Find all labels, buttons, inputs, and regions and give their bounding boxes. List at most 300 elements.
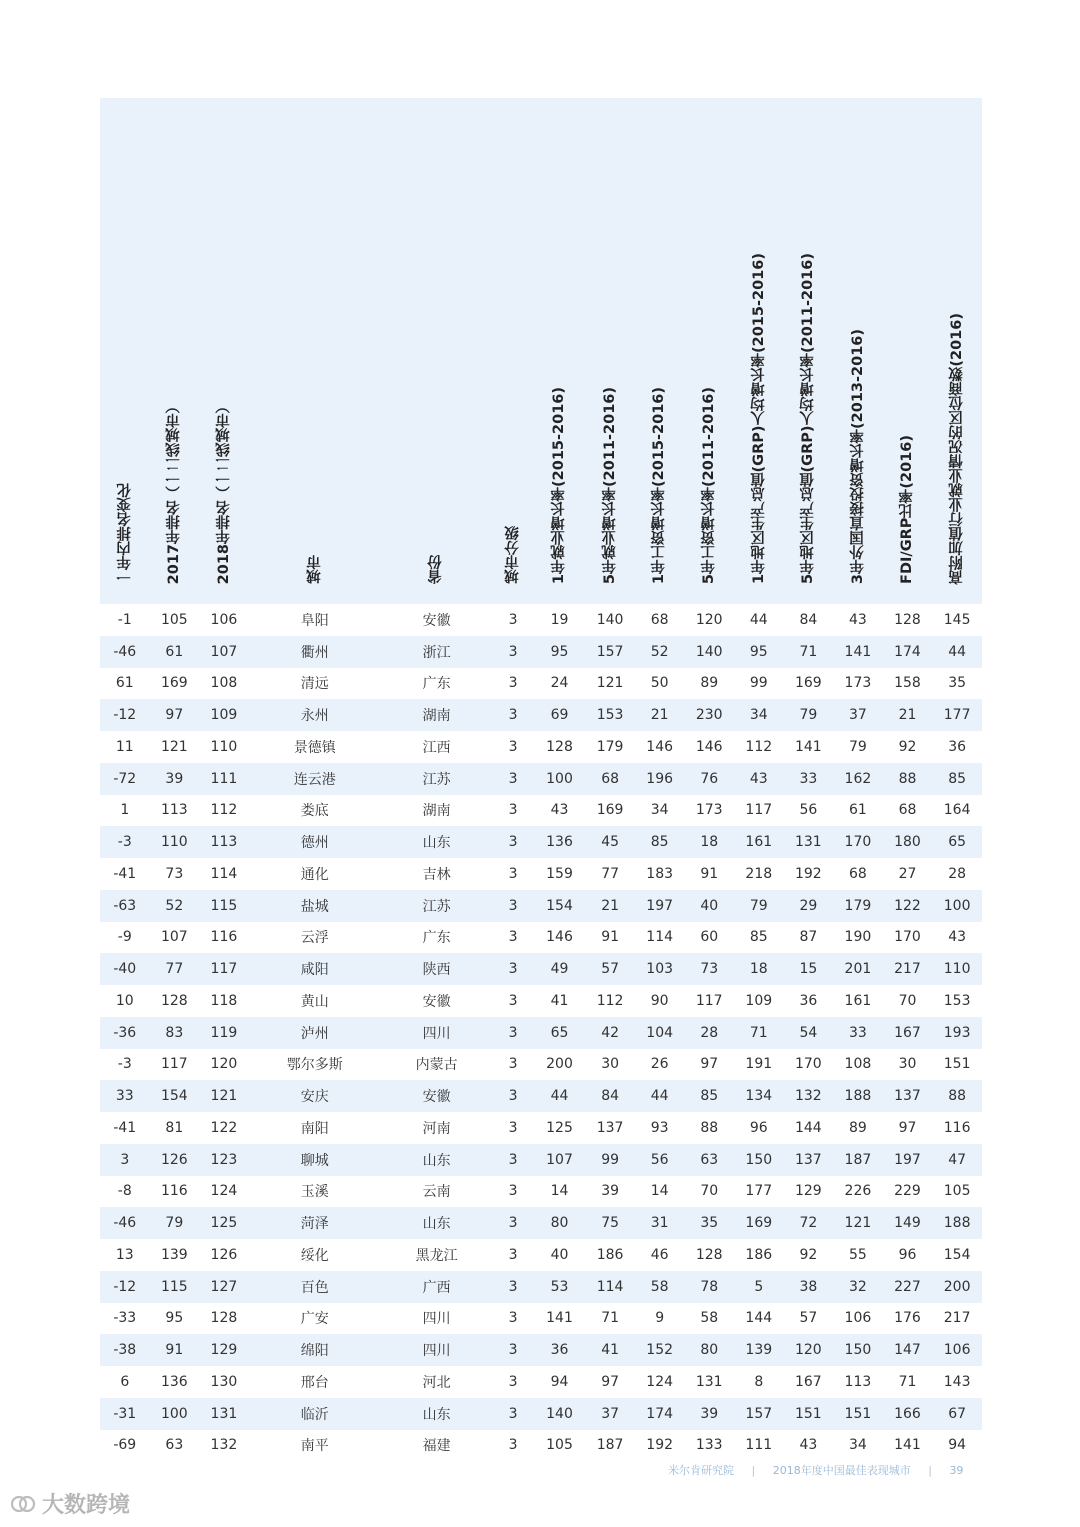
table-cell: 湖南 bbox=[381, 699, 493, 731]
table-cell: 117 bbox=[734, 795, 784, 827]
table-cell: 80 bbox=[534, 1207, 586, 1239]
table-cell: 90 bbox=[635, 985, 685, 1017]
table-cell: 117 bbox=[684, 985, 734, 1017]
table-cell: 96 bbox=[734, 1112, 784, 1144]
table-cell: 149 bbox=[883, 1207, 933, 1239]
table-cell: 68 bbox=[833, 858, 883, 890]
table-cell: 永州 bbox=[249, 699, 381, 731]
table-cell: 99 bbox=[734, 668, 784, 700]
table-cell: 18 bbox=[734, 953, 784, 985]
table-cell: 3 bbox=[492, 890, 533, 922]
column-header-label: 5年就业增长率(2011-2016) bbox=[601, 386, 618, 584]
table-cell: 1 bbox=[100, 795, 150, 827]
table-cell: 3 bbox=[492, 1049, 533, 1081]
table-cell: 157 bbox=[734, 1398, 784, 1430]
table-row bbox=[100, 699, 982, 731]
table-cell: 192 bbox=[635, 1430, 685, 1462]
table-cell: 114 bbox=[585, 1271, 635, 1303]
table-cell: 87 bbox=[784, 922, 834, 954]
table-cell: 85 bbox=[932, 763, 982, 795]
table-cell: 安徽 bbox=[381, 1080, 493, 1112]
table-row bbox=[100, 985, 982, 1017]
table-row bbox=[100, 1334, 982, 1366]
table-cell: 120 bbox=[784, 1334, 834, 1366]
table-cell: 174 bbox=[635, 1398, 685, 1430]
table-cell: 47 bbox=[932, 1144, 982, 1176]
table-row bbox=[100, 1176, 982, 1208]
table-cell: 128 bbox=[150, 985, 200, 1017]
table-cell: 四川 bbox=[381, 1334, 493, 1366]
table-cell: 山东 bbox=[381, 1144, 493, 1176]
table-cell: 83 bbox=[150, 1017, 200, 1049]
table-cell: 73 bbox=[150, 858, 200, 890]
table-cell: 125 bbox=[534, 1112, 586, 1144]
table-cell: 146 bbox=[684, 731, 734, 763]
table-cell: 151 bbox=[833, 1398, 883, 1430]
table-cell: 106 bbox=[833, 1303, 883, 1335]
table-cell: 44 bbox=[932, 636, 982, 668]
column-header-label: 省份 bbox=[428, 555, 445, 584]
table-cell: 92 bbox=[883, 731, 933, 763]
table-cell: 186 bbox=[734, 1239, 784, 1271]
table-cell: 197 bbox=[635, 890, 685, 922]
table-cell: 129 bbox=[784, 1176, 834, 1208]
table-cell: 84 bbox=[784, 604, 834, 636]
table-cell: 37 bbox=[585, 1398, 635, 1430]
column-header bbox=[734, 98, 784, 604]
column-header-label: 一年内排名变化 bbox=[116, 482, 133, 584]
table-cell: 内蒙古 bbox=[381, 1049, 493, 1081]
table-cell: 95 bbox=[734, 636, 784, 668]
table-cell: 54 bbox=[784, 1017, 834, 1049]
table-cell: 78 bbox=[684, 1271, 734, 1303]
table-cell: 141 bbox=[534, 1303, 586, 1335]
table-row bbox=[100, 1430, 982, 1462]
table-cell: 35 bbox=[932, 668, 982, 700]
table-cell: 黄山 bbox=[249, 985, 381, 1017]
table-cell: 绥化 bbox=[249, 1239, 381, 1271]
table-cell: 67 bbox=[932, 1398, 982, 1430]
table-cell: 27 bbox=[883, 858, 933, 890]
table-cell: 137 bbox=[585, 1112, 635, 1144]
table-cell: 61 bbox=[100, 668, 150, 700]
table-row bbox=[100, 1049, 982, 1081]
table-row bbox=[100, 1366, 982, 1398]
table-row bbox=[100, 953, 982, 985]
table-cell: 95 bbox=[150, 1303, 200, 1335]
footer-org: 米尔肯研究院 bbox=[668, 1464, 734, 1477]
table-cell: 150 bbox=[734, 1144, 784, 1176]
table-cell: 126 bbox=[150, 1144, 200, 1176]
table-cell: 38 bbox=[784, 1271, 834, 1303]
table-cell: 144 bbox=[734, 1303, 784, 1335]
table-cell: 77 bbox=[150, 953, 200, 985]
table-cell: 71 bbox=[585, 1303, 635, 1335]
table-cell: 153 bbox=[932, 985, 982, 1017]
table-cell: 169 bbox=[150, 668, 200, 700]
table-cell: 128 bbox=[883, 604, 933, 636]
column-header bbox=[833, 98, 883, 604]
table-cell: 183 bbox=[635, 858, 685, 890]
table-cell: 3 bbox=[492, 699, 533, 731]
table-row bbox=[100, 1207, 982, 1239]
table-cell: 115 bbox=[150, 1271, 200, 1303]
table-cell: 139 bbox=[734, 1334, 784, 1366]
footer-title: 2018年度中国最佳表现城市 bbox=[772, 1464, 911, 1477]
table-cell: 33 bbox=[100, 1080, 150, 1112]
table-cell: 江苏 bbox=[381, 890, 493, 922]
table-cell: 152 bbox=[635, 1334, 685, 1366]
table-row bbox=[100, 1239, 982, 1271]
table-cell: 154 bbox=[534, 890, 586, 922]
table-cell: 150 bbox=[833, 1334, 883, 1366]
table-cell: 52 bbox=[150, 890, 200, 922]
table-cell: 146 bbox=[635, 731, 685, 763]
table-cell: 3 bbox=[492, 1430, 533, 1462]
table-cell: 124 bbox=[199, 1176, 249, 1208]
table-cell: 161 bbox=[833, 985, 883, 1017]
table-cell: 164 bbox=[932, 795, 982, 827]
table-cell: 福建 bbox=[381, 1430, 493, 1462]
table-cell: 121 bbox=[150, 731, 200, 763]
table-cell: 114 bbox=[635, 922, 685, 954]
table-cell: 217 bbox=[883, 953, 933, 985]
table-cell: 39 bbox=[150, 763, 200, 795]
table-row bbox=[100, 1303, 982, 1335]
table-row bbox=[100, 1144, 982, 1176]
table-cell: 226 bbox=[833, 1176, 883, 1208]
table-cell: 100 bbox=[932, 890, 982, 922]
table-cell: 89 bbox=[684, 668, 734, 700]
table-cell: 咸阳 bbox=[249, 953, 381, 985]
table-cell: 70 bbox=[883, 985, 933, 1017]
table-cell: 131 bbox=[684, 1366, 734, 1398]
table-cell: 百色 bbox=[249, 1271, 381, 1303]
table-cell: 11 bbox=[100, 731, 150, 763]
table-cell: 3 bbox=[492, 922, 533, 954]
table-cell: 南阳 bbox=[249, 1112, 381, 1144]
table-cell: 97 bbox=[150, 699, 200, 731]
table-cell: 173 bbox=[684, 795, 734, 827]
table-cell: 217 bbox=[932, 1303, 982, 1335]
footer-separator: | bbox=[751, 1464, 756, 1477]
table-cell: 云浮 bbox=[249, 922, 381, 954]
table-cell: 121 bbox=[199, 1080, 249, 1112]
table-cell: 79 bbox=[734, 890, 784, 922]
table-cell: 菏泽 bbox=[249, 1207, 381, 1239]
table-cell: 65 bbox=[534, 1017, 586, 1049]
table-cell: 85 bbox=[684, 1080, 734, 1112]
table-cell: 123 bbox=[199, 1144, 249, 1176]
watermark-text: 大数跨境 bbox=[42, 1493, 131, 1518]
table-cell: 121 bbox=[585, 668, 635, 700]
table-cell: 3 bbox=[492, 795, 533, 827]
table-cell: -41 bbox=[100, 858, 150, 890]
table-cell: 116 bbox=[150, 1176, 200, 1208]
table-cell: -3 bbox=[100, 826, 150, 858]
table-cell: 3 bbox=[492, 1207, 533, 1239]
table-row bbox=[100, 763, 982, 795]
table-cell: 122 bbox=[883, 890, 933, 922]
table-cell: 97 bbox=[585, 1366, 635, 1398]
table-cell: 56 bbox=[784, 795, 834, 827]
watermark-logo-icon bbox=[10, 1491, 36, 1517]
table-header bbox=[100, 98, 982, 604]
table-row bbox=[100, 858, 982, 890]
column-header bbox=[199, 98, 249, 604]
table-cell: 103 bbox=[635, 953, 685, 985]
table-cell: 3 bbox=[492, 1398, 533, 1430]
table-cell: 132 bbox=[784, 1080, 834, 1112]
table-cell: 97 bbox=[883, 1112, 933, 1144]
table-cell: 105 bbox=[534, 1430, 586, 1462]
table-cell: 65 bbox=[932, 826, 982, 858]
table-cell: 141 bbox=[833, 636, 883, 668]
table-cell: 71 bbox=[784, 636, 834, 668]
column-header-label: 城市分级 bbox=[504, 526, 521, 584]
table-cell: 江西 bbox=[381, 731, 493, 763]
table-cell: 116 bbox=[199, 922, 249, 954]
table-cell: 50 bbox=[635, 668, 685, 700]
table-cell: 136 bbox=[534, 826, 586, 858]
table-cell: 88 bbox=[684, 1112, 734, 1144]
table-cell: 29 bbox=[784, 890, 834, 922]
table-cell: 广东 bbox=[381, 922, 493, 954]
table-cell: 170 bbox=[833, 826, 883, 858]
table-cell: 191 bbox=[734, 1049, 784, 1081]
column-header-label: 1年就业增长率(2015-2016) bbox=[551, 386, 568, 584]
table-cell: -63 bbox=[100, 890, 150, 922]
table-cell: 39 bbox=[585, 1176, 635, 1208]
table-cell: 179 bbox=[833, 890, 883, 922]
table-cell: 81 bbox=[150, 1112, 200, 1144]
table-cell: -12 bbox=[100, 699, 150, 731]
table-cell: 159 bbox=[534, 858, 586, 890]
table-cell: 107 bbox=[534, 1144, 586, 1176]
table-cell: 清远 bbox=[249, 668, 381, 700]
table-cell: 100 bbox=[150, 1398, 200, 1430]
table-cell: 80 bbox=[684, 1334, 734, 1366]
column-header bbox=[635, 98, 685, 604]
table-cell: 55 bbox=[833, 1239, 883, 1271]
table-cell: 186 bbox=[585, 1239, 635, 1271]
table-cell: 174 bbox=[883, 636, 933, 668]
table-cell: 173 bbox=[833, 668, 883, 700]
table-cell: 43 bbox=[534, 795, 586, 827]
table-cell: 玉溪 bbox=[249, 1176, 381, 1208]
table-cell: 61 bbox=[150, 636, 200, 668]
table-cell: 96 bbox=[883, 1239, 933, 1271]
table-cell: 167 bbox=[784, 1366, 834, 1398]
table-cell: 143 bbox=[932, 1366, 982, 1398]
table-cell: 3 bbox=[492, 1303, 533, 1335]
table-cell: -3 bbox=[100, 1049, 150, 1081]
table-cell: 134 bbox=[734, 1080, 784, 1112]
column-header-label: 城市 bbox=[306, 555, 323, 584]
table-cell: 122 bbox=[199, 1112, 249, 1144]
table-cell: 湖南 bbox=[381, 795, 493, 827]
table-cell: -31 bbox=[100, 1398, 150, 1430]
table-row bbox=[100, 922, 982, 954]
table-cell: 71 bbox=[734, 1017, 784, 1049]
table-cell: 41 bbox=[585, 1334, 635, 1366]
table-cell: 3 bbox=[492, 858, 533, 890]
table-cell: 114 bbox=[199, 858, 249, 890]
table-cell: 110 bbox=[932, 953, 982, 985]
table-cell: 3 bbox=[492, 604, 533, 636]
column-header bbox=[249, 98, 381, 604]
table-cell: -46 bbox=[100, 636, 150, 668]
table-cell: 179 bbox=[585, 731, 635, 763]
table-cell: 3 bbox=[492, 731, 533, 763]
table-row bbox=[100, 1271, 982, 1303]
table-cell: 6 bbox=[100, 1366, 150, 1398]
table-cell: 230 bbox=[684, 699, 734, 731]
column-header bbox=[585, 98, 635, 604]
table-cell: 阜阳 bbox=[249, 604, 381, 636]
table-cell: 128 bbox=[684, 1239, 734, 1271]
table-cell: 3 bbox=[492, 953, 533, 985]
table-cell: 31 bbox=[635, 1207, 685, 1239]
table-cell: 88 bbox=[932, 1080, 982, 1112]
table-cell: 125 bbox=[199, 1207, 249, 1239]
table-cell: 169 bbox=[734, 1207, 784, 1239]
table-cell: 58 bbox=[684, 1303, 734, 1335]
table-cell: 3 bbox=[492, 1112, 533, 1144]
table-cell: 绵阳 bbox=[249, 1334, 381, 1366]
table-cell: 197 bbox=[883, 1144, 933, 1176]
table-cell: 139 bbox=[150, 1239, 200, 1271]
table-cell: 69 bbox=[534, 699, 586, 731]
table-cell: 196 bbox=[635, 763, 685, 795]
table-cell: 128 bbox=[534, 731, 586, 763]
table-cell: 33 bbox=[784, 763, 834, 795]
table-cell: -9 bbox=[100, 922, 150, 954]
table-cell: 63 bbox=[150, 1430, 200, 1462]
table-cell: 云南 bbox=[381, 1176, 493, 1208]
table-cell: 105 bbox=[150, 604, 200, 636]
column-header-label: 5年工资增长率(2011-2016) bbox=[700, 386, 717, 584]
table-cell: 14 bbox=[534, 1176, 586, 1208]
table-cell: 临沂 bbox=[249, 1398, 381, 1430]
table-cell: 45 bbox=[585, 826, 635, 858]
table-cell: 陕西 bbox=[381, 953, 493, 985]
city-ranking-table-container bbox=[100, 98, 982, 1461]
table-cell: 93 bbox=[635, 1112, 685, 1144]
table-cell: 3 bbox=[492, 1366, 533, 1398]
watermark bbox=[10, 1488, 130, 1519]
table-cell: 110 bbox=[199, 731, 249, 763]
table-cell: 132 bbox=[199, 1430, 249, 1462]
table-cell: 108 bbox=[199, 668, 249, 700]
table-cell: 120 bbox=[684, 604, 734, 636]
table-cell: 137 bbox=[784, 1144, 834, 1176]
table-cell: 19 bbox=[534, 604, 586, 636]
table-cell: 112 bbox=[585, 985, 635, 1017]
table-cell: 188 bbox=[932, 1207, 982, 1239]
table-cell: 170 bbox=[883, 922, 933, 954]
table-cell: -8 bbox=[100, 1176, 150, 1208]
table-cell: 109 bbox=[734, 985, 784, 1017]
table-cell: 28 bbox=[932, 858, 982, 890]
table-cell: 3 bbox=[492, 668, 533, 700]
table-cell: 161 bbox=[734, 826, 784, 858]
table-cell: 79 bbox=[150, 1207, 200, 1239]
table-cell: 118 bbox=[199, 985, 249, 1017]
table-cell: 141 bbox=[784, 731, 834, 763]
table-cell: 44 bbox=[534, 1080, 586, 1112]
table-cell: 江苏 bbox=[381, 763, 493, 795]
table-cell: 浙江 bbox=[381, 636, 493, 668]
table-cell: 35 bbox=[684, 1207, 734, 1239]
table-cell: 158 bbox=[883, 668, 933, 700]
table-cell: 36 bbox=[784, 985, 834, 1017]
column-header bbox=[883, 98, 933, 604]
table-cell: 34 bbox=[635, 795, 685, 827]
table-cell: 170 bbox=[784, 1049, 834, 1081]
table-row bbox=[100, 604, 982, 636]
table-cell: 36 bbox=[932, 731, 982, 763]
table-cell: 131 bbox=[199, 1398, 249, 1430]
table-cell: 景德镇 bbox=[249, 731, 381, 763]
table-cell: 3 bbox=[492, 1271, 533, 1303]
table-cell: 106 bbox=[932, 1334, 982, 1366]
table-cell: 84 bbox=[585, 1080, 635, 1112]
table-cell: 3 bbox=[492, 1017, 533, 1049]
table-cell: 79 bbox=[833, 731, 883, 763]
table-cell: 188 bbox=[833, 1080, 883, 1112]
table-row bbox=[100, 1112, 982, 1144]
table-cell: 133 bbox=[684, 1430, 734, 1462]
table-cell: 盐城 bbox=[249, 890, 381, 922]
table-cell: -46 bbox=[100, 1207, 150, 1239]
column-header-label: 高附加值行业就业情况的区位商数(2016) bbox=[948, 312, 965, 584]
table-cell: 117 bbox=[199, 953, 249, 985]
table-cell: 109 bbox=[199, 699, 249, 731]
table-cell: 28 bbox=[684, 1017, 734, 1049]
table-cell: 126 bbox=[199, 1239, 249, 1271]
table-row bbox=[100, 668, 982, 700]
table-cell: 3 bbox=[492, 1239, 533, 1271]
table-cell: 76 bbox=[684, 763, 734, 795]
table-cell: -40 bbox=[100, 953, 150, 985]
table-cell: 52 bbox=[635, 636, 685, 668]
table-cell: 30 bbox=[883, 1049, 933, 1081]
table-cell: 33 bbox=[833, 1017, 883, 1049]
table-cell: 167 bbox=[883, 1017, 933, 1049]
table-cell: 193 bbox=[932, 1017, 982, 1049]
table-cell: 94 bbox=[534, 1366, 586, 1398]
table-cell: 10 bbox=[100, 985, 150, 1017]
column-header-label: 2018年排名（一二线城市） bbox=[215, 398, 232, 584]
column-header-label: 2017年排名（一二线城市） bbox=[166, 398, 183, 584]
table-cell: 32 bbox=[833, 1271, 883, 1303]
table-cell: 137 bbox=[883, 1080, 933, 1112]
table-cell: 94 bbox=[932, 1430, 982, 1462]
table-cell: 49 bbox=[534, 953, 586, 985]
table-cell: 97 bbox=[684, 1049, 734, 1081]
table-cell: 娄底 bbox=[249, 795, 381, 827]
table-cell: -72 bbox=[100, 763, 150, 795]
table-cell: 104 bbox=[635, 1017, 685, 1049]
table-cell: 200 bbox=[932, 1271, 982, 1303]
table-row bbox=[100, 795, 982, 827]
table-cell: 169 bbox=[585, 795, 635, 827]
table-cell: 泸州 bbox=[249, 1017, 381, 1049]
table-cell: 112 bbox=[199, 795, 249, 827]
table-cell: 8 bbox=[734, 1366, 784, 1398]
table-cell: 153 bbox=[585, 699, 635, 731]
